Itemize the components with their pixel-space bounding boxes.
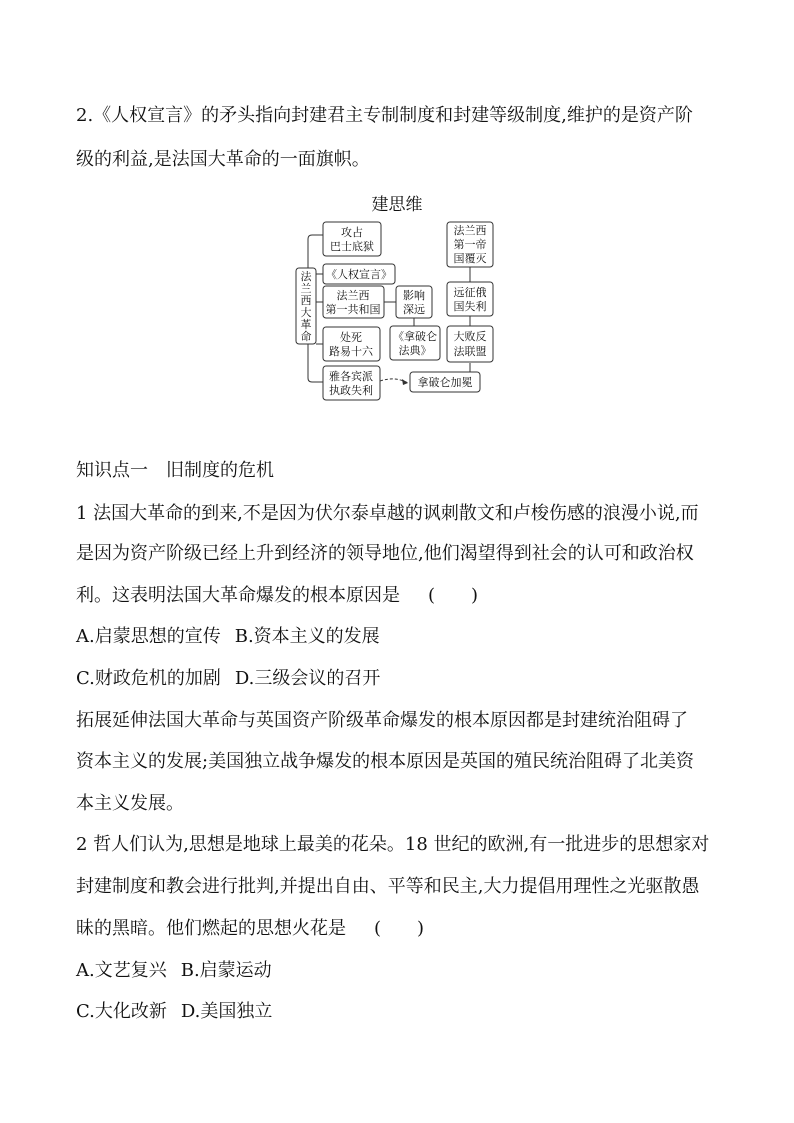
- node-text: 第一共和国: [325, 303, 381, 316]
- q2-stem: 昧的黑暗。他们燃起的思想火花是: [76, 918, 346, 939]
- q2-line-1: 2 哲人们认为,思想是地球上最美的花朵。18 世纪的欧洲,有一批进步的思想家对: [76, 834, 710, 855]
- q1-line-1: 1 法国大革命的到来,不是因为伏尔泰卓越的讽刺散文和卢梭伤感的浪漫小说,而: [76, 503, 699, 524]
- node-text: 法联盟: [453, 345, 487, 358]
- node-text: 执政失利: [329, 384, 373, 397]
- connector: [308, 378, 323, 382]
- q2-options-row-1: [76, 961, 726, 981]
- root-text: 大: [300, 306, 312, 319]
- q2-options-row-2: [76, 1002, 726, 1022]
- extension-line-3: 本主义发展。: [76, 793, 184, 814]
- q1-option-d: D.三级会议的召开: [234, 668, 381, 689]
- q1-option-b: B.资本主义的发展: [234, 626, 380, 647]
- node-text: 大败反: [453, 330, 487, 343]
- node-text: 第一帝: [453, 238, 487, 251]
- q2-option-d: D.美国独立: [180, 1001, 273, 1022]
- node-text: 法兰西: [453, 224, 487, 237]
- q1-line-2: 是因为资产阶级已经上升到经济的领导地位,他们渴望得到社会的认可和政治权: [76, 543, 694, 564]
- node-text: 路易十六: [329, 345, 373, 358]
- intro-line-2: 级的利益,是法国大革命的一面旗帜。: [76, 149, 370, 170]
- node-text: 拿破仑加冕: [417, 376, 473, 389]
- mind-map-diagram: [290, 218, 510, 403]
- q1-option-a: A.启蒙思想的宣传: [76, 626, 221, 647]
- node-text: 法兰西: [336, 289, 370, 302]
- q2-line-3: [76, 919, 726, 939]
- node-text: 《人权宣言》: [326, 268, 392, 281]
- node-text: 深远: [403, 303, 425, 316]
- node-text: 国覆灭: [453, 252, 487, 265]
- extension-line-2: 资本主义的发展;美国独立战争爆发的根本原因是英国的殖民统治阻碍了北美资: [76, 751, 695, 772]
- q1-options-row-2: [76, 669, 726, 689]
- node-text: 处死: [340, 331, 362, 344]
- q1-options-row-1: [76, 627, 726, 647]
- node-text: 巴士底狱: [330, 240, 374, 253]
- answer-blank: ( ): [428, 585, 479, 606]
- diagram-title: 建思维: [371, 195, 423, 215]
- node-text: 《拿破仑: [393, 330, 437, 343]
- node-text: 雅各宾派: [329, 370, 373, 383]
- node-text: 远征俄: [453, 286, 487, 299]
- q1-line-3: [76, 586, 726, 606]
- root-text: 革: [300, 318, 312, 331]
- q2-line-2: 封建制度和教会进行批判,并提出自由、平等和民主,大力提倡用理性之光驱散愚: [76, 876, 700, 897]
- extension-line-1: 拓展延伸法国大革命与英国资产阶级革命爆发的根本原因都是封建统治阻碍了: [76, 710, 688, 731]
- node-text: 国失利: [453, 300, 487, 313]
- q2-option-b: B.启蒙运动: [180, 960, 272, 981]
- q2-option-c: C.大化改新: [76, 1001, 167, 1022]
- intro-line-1: 2.《人权宣言》的矛头指向封建君主专制制度和封建等级制度,维护的是资产阶: [76, 105, 693, 126]
- connector: [308, 235, 323, 270]
- q1-option-c: C.财政危机的加剧: [76, 668, 221, 689]
- node-text: 影响: [403, 289, 425, 302]
- answer-blank: ( ): [374, 918, 425, 939]
- q2-option-a: A.文艺复兴: [76, 960, 167, 981]
- q1-stem: 利。这表明法国大革命爆发的根本原因是: [76, 585, 400, 606]
- root-text: 兰: [300, 282, 312, 295]
- root-text: 法: [300, 270, 312, 283]
- root-text: 西: [300, 294, 312, 307]
- node-text: 攻占: [341, 226, 363, 239]
- node-text: 法典》: [398, 344, 432, 357]
- root-text: 命: [300, 330, 312, 343]
- section-title: 知识点一 旧制度的危机: [76, 460, 274, 481]
